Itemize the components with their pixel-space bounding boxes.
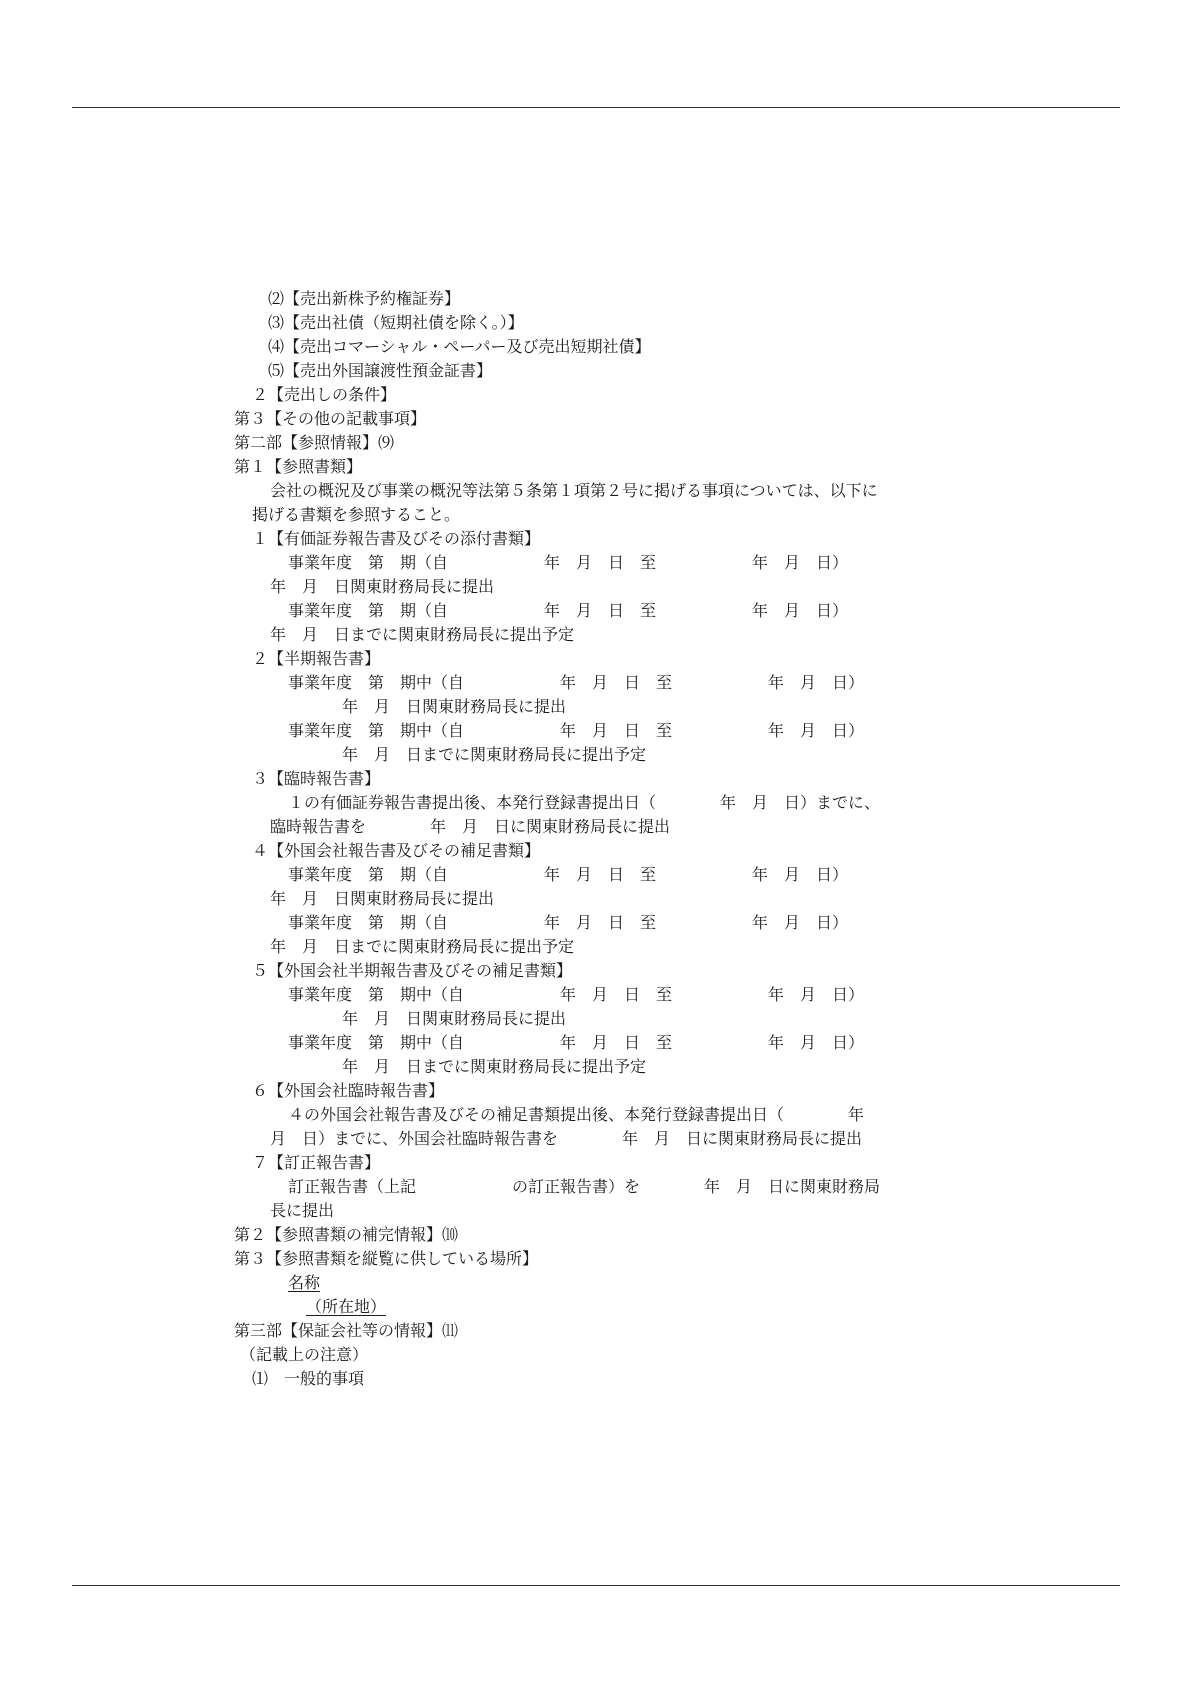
line-41: 第３【参照書類を縦覧に供している場所】 (234, 1249, 539, 1268)
line-2: ⑶【売出社債（短期社債を除く。）】 (268, 313, 524, 332)
line-4: ⑸【売出外国譲渡性預金証書】 (268, 361, 493, 380)
line-18: 年 月 日関東財務局長に提出 (342, 697, 567, 716)
line-13: 年 月 日関東財務局長に提出 (270, 577, 495, 596)
header-rule (72, 107, 1120, 108)
line-25: 事業年度 第 期（自 年 月 日 至 年 月 日） (288, 865, 849, 884)
line-37: ７【訂正報告書】 (252, 1153, 381, 1172)
line-34: ６【外国会社臨時報告書】 (252, 1081, 445, 1100)
line-29: ５【外国会社半期報告書及びその補足書類】 (252, 961, 573, 980)
line-12: 事業年度 第 期（自 年 月 日 至 年 月 日） (288, 553, 849, 572)
line-40: 第２【参照書類の補完情報】⑽ (234, 1225, 459, 1244)
line-28: 年 月 日までに関東財務局長に提出予定 (270, 937, 575, 956)
line-9: 会社の概況及び事業の概況等法第５条第１項第２号に掲げる事項については、以下に (270, 481, 878, 500)
line-38: 訂正報告書（上記 の訂正報告書）を 年 月 日に関東財務局 (288, 1177, 881, 1196)
line-16: ２【半期報告書】 (252, 649, 381, 668)
line-20: 年 月 日までに関東財務局長に提出予定 (342, 745, 647, 764)
line-21: ３【臨時報告書】 (252, 769, 381, 788)
line-23: 臨時報告書を 年 月 日に関東財務局長に提出 (270, 817, 671, 836)
line-45: （記載上の注意） (240, 1345, 369, 1364)
line-27: 事業年度 第 期（自 年 月 日 至 年 月 日） (288, 913, 849, 932)
line-46: ⑴ 一般的事項 (252, 1369, 365, 1388)
line-22: １の有価証券報告書提出後、本発行登録書提出日（ 年 月 日）までに、 (288, 793, 881, 812)
line-7: 第二部【参照情報】⑼ (234, 433, 395, 452)
line-33: 年 月 日までに関東財務局長に提出予定 (342, 1057, 647, 1076)
line-8: 第１【参照書類】 (234, 457, 363, 476)
line-32: 事業年度 第 期中（自 年 月 日 至 年 月 日） (288, 1033, 865, 1052)
line-19: 事業年度 第 期中（自 年 月 日 至 年 月 日） (288, 721, 865, 740)
line-17: 事業年度 第 期中（自 年 月 日 至 年 月 日） (288, 673, 865, 692)
line-24: ４【外国会社報告書及びその補足書類】 (252, 841, 541, 860)
line-44: 第三部【保証会社等の情報】⑾ (234, 1321, 459, 1340)
line-31: 年 月 日関東財務局長に提出 (342, 1009, 567, 1028)
line-3: ⑷【売出コマーシャル・ペーパー及び売出短期社債】 (268, 337, 651, 356)
line-1: ⑵【売出新株予約権証券】 (268, 289, 461, 308)
footer-rule (72, 1585, 1120, 1586)
line-5: ２【売出しの条件】 (252, 385, 397, 404)
line-10: 掲げる書類を参照すること。 (252, 505, 461, 524)
line-42: 名称 (288, 1273, 321, 1292)
line-11: １【有価証券報告書及びその添付書類】 (252, 529, 541, 548)
line-39: 長に提出 (270, 1201, 335, 1220)
line-26: 年 月 日関東財務局長に提出 (270, 889, 495, 908)
line-35: ４の外国会社報告書及びその補足書類提出後、本発行登録書提出日（ 年 (288, 1105, 865, 1124)
line-30: 事業年度 第 期中（自 年 月 日 至 年 月 日） (288, 985, 865, 1004)
line-15: 年 月 日までに関東財務局長に提出予定 (270, 625, 575, 644)
line-14: 事業年度 第 期（自 年 月 日 至 年 月 日） (288, 601, 849, 620)
line-43: （所在地） (306, 1297, 387, 1316)
line-6: 第３【その他の記載事項】 (234, 409, 427, 428)
line-36: 月 日）までに、外国会社臨時報告書を 年 月 日に関東財務局長に提出 (270, 1129, 863, 1148)
